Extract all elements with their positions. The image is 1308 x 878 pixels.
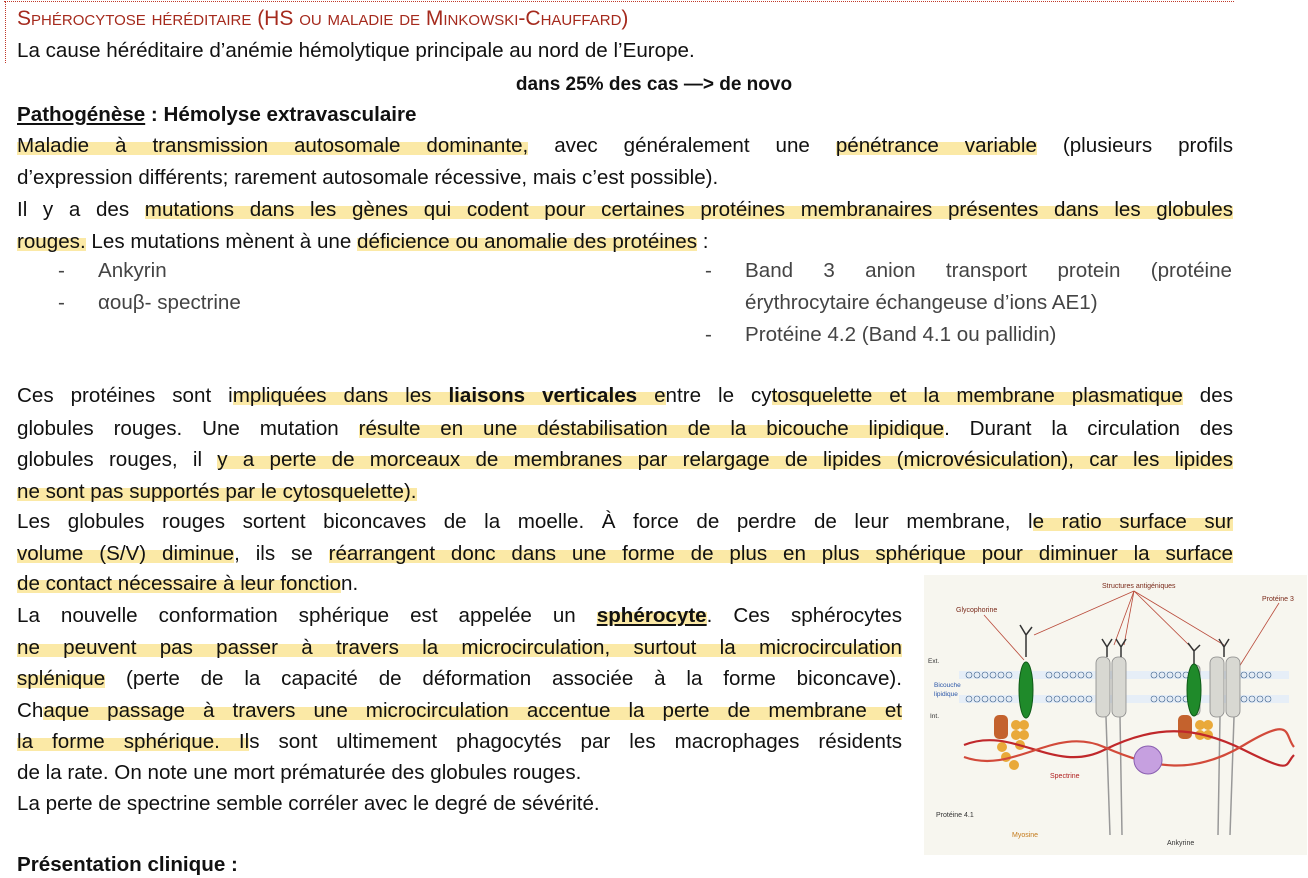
p4-line-3: splénique (perte de la capacité de déformation associée à la forme biconcave). (17, 667, 902, 690)
label-spectrin: Spectrine (1050, 773, 1080, 780)
p4-line-5: la forme sphérique. Ils sont ultimement phagocytés par les macrophages résidents (17, 730, 902, 753)
p1-line-1: Maladie à transmission autosomale dominante, avec généralement une pénétrance variable (plusieurs profils (17, 134, 1233, 157)
label-bilayer-2: lipidique (934, 691, 958, 698)
glycophorin-protein-2 (1187, 664, 1201, 716)
pathogenesis-label: Pathogénèse (17, 103, 146, 126)
membrane-figure (924, 575, 1307, 855)
label-myosin: Myosine (1012, 832, 1039, 839)
vertical-links (1106, 717, 1234, 835)
p1-line-4: rouges. Les mutations mènent à une déficience ou anomalie des protéines : (17, 230, 709, 253)
top-dotted-rule (4, 1, 1234, 2)
p1-line-2: d’expression différents; rarement autosomale récessive, mais c’est possible). (17, 166, 719, 189)
label-ankyrin: Ankyrine (1167, 840, 1195, 847)
list-item: - Band 3 anion transport protein (protéine (705, 259, 1232, 282)
p2-line-2: globules rouges. Une mutation résulte en une déstabilisation de la bicouche lipidique. Durant la circulation des (17, 417, 1234, 440)
p2-line-4: ne sont pas supportés par le cytosquelette). (17, 480, 417, 503)
label-glycophorin: Glycophorine (956, 607, 998, 614)
ankyrin-protein (1134, 746, 1162, 774)
p4-line-1: La nouvelle conformation sphérique est appelée un sphérocyte. Ces sphérocytes (17, 604, 903, 627)
label-structures: Structures antigéniques (1102, 583, 1176, 590)
protein-list-left (58, 255, 241, 319)
p1-line-3: Il y a des mutations dans les gènes qui codent pour certaines protéines membranaires présentes dans les globules (17, 198, 1233, 221)
de-novo-note: dans 25% des cas —> de novo (515, 74, 793, 95)
band3-proteins (1096, 657, 1240, 717)
list-item: - Protéine 4.2 (Band 4.1 ou pallidin) (705, 323, 1057, 346)
p3-line-1: Les globules rouges sortent biconcaves de la moelle. À force de perdre de leur membrane, le ratio surface sur (17, 510, 1233, 533)
list-item: - αouβ- spectrine (58, 291, 241, 314)
list-item: érythrocytaire échangeuse d’ions AE1) (745, 291, 1098, 314)
p2-line-1: Ces protéines sont impliquées dans les liaisons verticales entre le cytosquelette et la membrane plasmatique des (17, 384, 1234, 407)
spherocyte-term: sphérocyte (596, 604, 707, 627)
p4-line-6: de la rate. On note une mort prématurée des globules rouges. (17, 761, 582, 784)
left-dotted-rule (5, 1, 6, 63)
label-protein-3: Protéine 3 (1262, 596, 1294, 603)
p3-line-3: de contact nécessaire à leur fonction. (17, 572, 359, 595)
label-int: Int. (930, 713, 940, 720)
protein-41-clusters (994, 715, 1213, 770)
p4-line-4: Chaque passage à travers une microcirculation accentue la perte de membrane et (17, 699, 902, 722)
pathogenesis-heading: Pathogénèse : Hémolyse extravasculaire (17, 103, 417, 126)
list-item: - Ankyrin (58, 259, 167, 282)
clinical-presentation-heading: Présentation clinique : (17, 853, 238, 876)
section-title: Sphérocytose héréditaire (HS ou maladie de Minkowski-Chauffard) (17, 7, 629, 30)
label-bilayer-1: Bicouche (934, 682, 961, 689)
p2-line-3: globules rouges, il y a perte de morceaux de membranes par relargage de lipides (microvésiculation), car les lipides (17, 448, 1233, 471)
p4-line-2: ne peuvent pas passer à travers la microcirculation, surtout la microcirculation (17, 636, 902, 659)
membrane-diagram (924, 575, 1307, 855)
label-ext: Ext. (928, 658, 940, 665)
glycophorin-protein (1019, 662, 1033, 718)
p3-line-2: volume (S/V) diminue, ils se réarrangent donc dans une forme de plus en plus sphérique pour diminuer la surface (17, 542, 1233, 565)
protein-list-right (705, 255, 1232, 351)
p4-line-7: La perte de spectrine semble corréler avec le degré de sévérité. (17, 792, 600, 815)
intro-line: La cause héréditaire d’anémie hémolytique principale au nord de l’Europe. (17, 39, 695, 62)
label-protein-41: Protéine 4.1 (936, 812, 974, 819)
